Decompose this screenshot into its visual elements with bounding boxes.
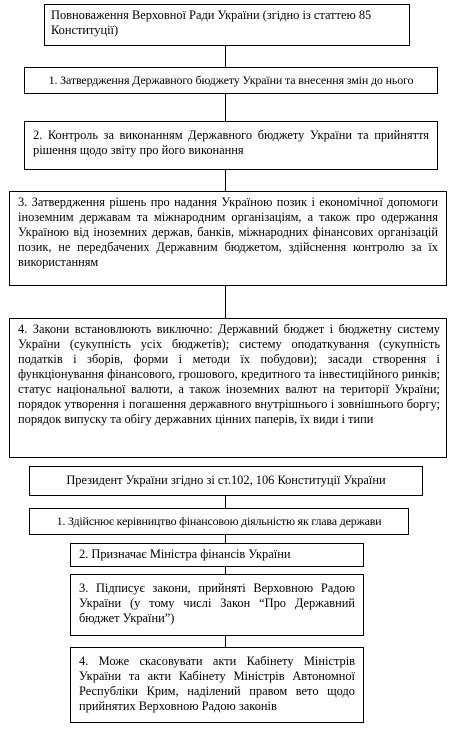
president-item-1: 1. Здійснює керівництво фінансовою діяльністю як глава держави: [29, 508, 409, 535]
connector-line: [225, 495, 226, 509]
connector-line: [225, 45, 226, 68]
connector-line: [225, 285, 226, 319]
parliament-header-box: Повноваження Верховної Ради України (згідно із статтею 85 Конституції): [44, 4, 410, 46]
connector-line: [225, 93, 226, 122]
parliament-item-1: 1. Затвердження Державного бюджету України та внесення змін до нього: [24, 67, 438, 94]
parliament-item-2: 2. Контроль за виконанням Державного бюджету України та прийняття рішення щодо звіту про його виконання: [24, 121, 438, 170]
connector-line: [225, 169, 226, 192]
president-item-3: 3. Підписує закони, прийняті Верховною Радою України (у тому числі Закон “Про Державний бюджет України”): [70, 574, 364, 636]
parliament-item-4: 4. Закони встановлюють виключно: Державний бюджет і бюджетну систему України (сукупність усіх бюджетів); систему оподаткування (сукупність податків і зборів, форми і методи їх побудови); засади створення і функціонування фінансового, грошового, кредитного та інвестиційного ринків; статус національної валюти, а також іноземних валют на території України; порядок утворення і погашення державного внутрішнього і зовнішнього боргу; порядок випуску та обігу державних цінних паперів, їх види і типи: [9, 318, 447, 458]
president-item-4: 4. Може скасовувати акти Кабінету Міністрів України та акти Кабінету Міністрів Автономної Республіки Крим, наділений правом вето щодо прийнятих Верховною Радою законів: [70, 647, 364, 723]
president-item-2: 2. Призначає Міністра фінансів України: [70, 543, 364, 567]
parliament-item-3: 3. Затвердження рішень про надання Україною позик і економічної допомоги іноземним державам та міжнародним організаціям, а також про одержання Україною від іноземних держав, банків, міжнародних фінансових організацій позик, не передбачених Державним бюджетом, здійснення контролю за їх використанням: [9, 191, 447, 286]
president-header-box: Президент України згідно зі ст.102, 106 Конституції України: [29, 466, 423, 496]
